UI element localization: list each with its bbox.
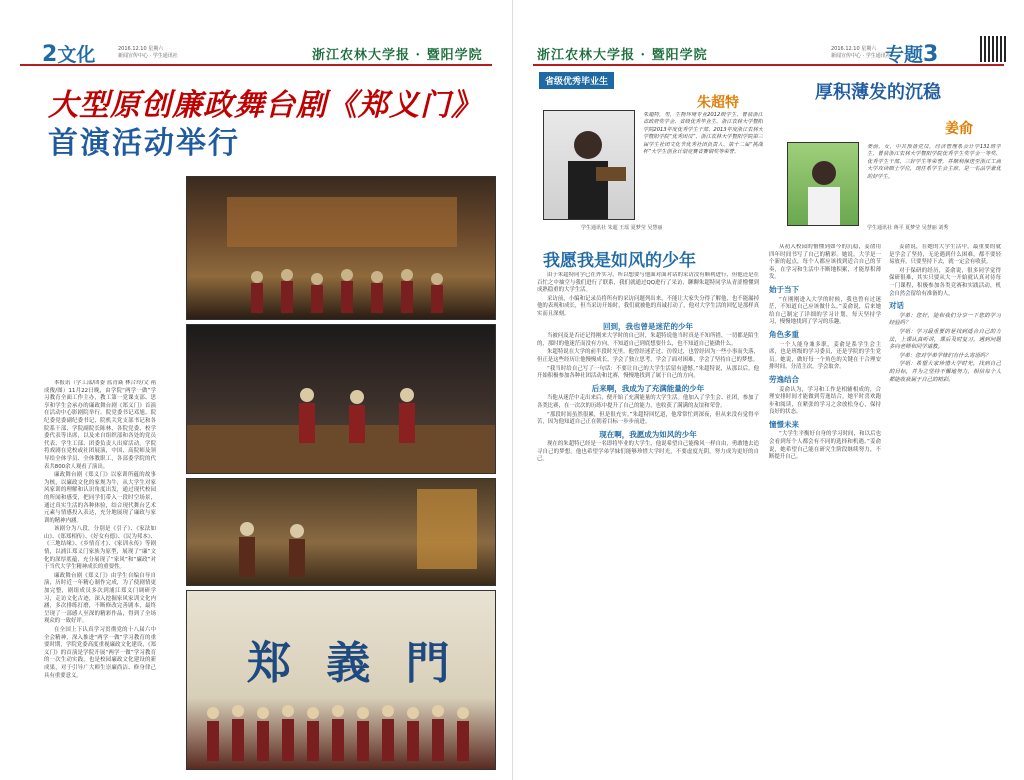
- subhead-7: 憧憬未来: [769, 419, 799, 429]
- right-page-number: 3: [923, 42, 939, 67]
- subhead-5: 角色多重: [769, 329, 799, 339]
- right-header: [513, 40, 1024, 66]
- right-meta: 2016.12.10 星期六 新闻宣传中心 · 学生通讯社: [831, 46, 891, 59]
- right-masthead: 浙江农林大学报 · 暨阳学院: [537, 48, 708, 63]
- stage-photo-1: [186, 176, 496, 320]
- right-section: 专题: [885, 44, 924, 66]
- left-page-number: 2: [42, 42, 58, 67]
- article-title-line2: 首演活动举行: [48, 126, 240, 161]
- person2-photo: [787, 142, 859, 226]
- left-masthead: 浙江农林大学报 · 暨阳学院: [312, 48, 483, 63]
- subhead-3: 现在啊，我愿成为如风的少年: [599, 429, 697, 439]
- subhead-8: 对话: [889, 301, 904, 311]
- subhead-1: 回到，我也曾是迷茫的少年: [603, 321, 693, 331]
- left-header: [0, 40, 512, 66]
- left-article-column: 本报讯（学工部/团委 蓝青焱 林合玲/文 褚成俊/图）11月22日晚，由学院“两学一做”学习教育全面工作主办，教工第一党课支部、思享和学生会承办的廉政舞台剧《郑义门》首演在活动中心影剧院举行。院党委书记邓旭、院纪委党委副纪委书记、院机关党支部书记和各院系干部、学院副院长陈林、各院党委、校学委代表等出席，以及来自组织部和各处的党员代表、学生工部、团委负责人出席活动。学院将戏剧在党校或社团展演，中国、高院师及领导给全体学员、全体教职工，各部委学院的代表共800余人观看了演出。 廉政舞台剧《郑义门》以家训所蕴的故事为核，以廉政文化的家规为牛，从大学生对家风家训的理解和认识角度出发，通过现代校园的所闻和感受，把同学们带入一段时空场景，通过真实生活的各种体验，结合现代舞台艺术元素与情感投入表达，充分地展现了廉政与家训的精神内涵。 该剧分为八段，分别是《引子》、《家法如山》、《郑郑相传》、《好女有德》、《民为邦本》、《三地结缘》、《乡情育才》、《家训永传》等剧情，以浦江郑义门家族为原型，展现了“廉”文化的深厚底蕴，充分展现了“家风”和“廉政”对于当代大学生精神成长的重要性。 廉政舞台剧《郑义门》由学生自编自导自演，历时近一年精心制作完成，为了使剧情更加完整，剧组成员多次到浦江郑义门调研学习，走访文化古迹，深入挖掘家风家训文化内涵，多次排练打磨，不断修改完善剧本，最终呈现了一部感人至深的精彩作品，得到了全场观众的一致好评。 在全国上下认真学习贯彻党的十八届六中全会精神，深入推进“两学一做”学习教育的重要时期，学院党委高度重视廉政文化建设，《郑义门》的首演是学院开展“两学一做”学习教育的一次生动实践，也是校园廉政文化建设的新成果，对于引导广大师生崇廉尚洁、修身律己具有重要意义。: [44, 380, 156, 679]
- person2-name: 姜俞: [945, 121, 973, 137]
- stage-photo-3: [186, 478, 496, 586]
- right-article-columns-left: 由于朱超特同学已在外实习，所以想要与他面对面对话的采访没有顺利进行，但他还是在百忙之中抽空与我们进行了联系，我们就通过QQ进行了采访，聊聊朱超特同学从青涩懵懂到成熟稳重的大学生活。 采访前，小编和记录员将所有的采访问题列出来，不能让大家失分得了解他，也不能漏掉他的表现和成长，但当采访开始时，我们就被他的真诚打动了，他对大学生活的回忆是那样真实而且深刻。 回到，我也曾是迷茫的少年 当被问及是否还记得刚来大学时的自己时，朱超特说他当时真是不知所措，一切都是陌生的，那时的他迷茫而没有方向，不知道自己到底想要什么，也不知道自己能做什么。 朱超特说在大学的前半段时光里，他曾经迷茫过、彷徨过，也曾经因为一些小事而失落，但正是这些经历让他慢慢成长，学会了独立思考，学会了面对困难，学会了坚持自己的梦想。 “我当时给自己写了一句话：不要让自己的大学生活留有遗憾。”朱超特说，从那以后，他开始积极参加各种社团活动和比赛，慢慢地找到了属于自己的方向。 后来啊，我成为了充满能量的少年 当他从迷茫中走出来后，便开始了充满能量的大学生活。他加入了学生会、社团，参加了各类比赛，在一次次的历练中提升了自己的能力，也收获了满满的友谊和荣誉。 “那段时间虽然很累，但是很充实。”朱超特回忆道，他常常忙到深夜，但从来没有觉得辛苦，因为他知道自己正在朝着目标一步步前进。 现在啊，我愿成为如风的少年 现在的朱超特已经是一名即将毕业的大学生，他说希望自己能像风一样自由，勇敢地去追寻自己的梦想。他也希望学弟学妹们能够珍惜大学时光，不要虚度光阴，努力成为更好的自己。: [537, 272, 759, 463]
- stage-photo-4: [186, 590, 496, 770]
- subhead-2: 后来啊，我成为了充满能量的少年: [591, 383, 705, 393]
- right-page: [512, 0, 1024, 780]
- person1-bio: 朱超特，男，生物环境专业2012级学生，曾获浙江省政府奖学金、省级优秀毕业生、浙江农林大学暨阳学院2013年度优秀学生干部、2013年度浙江农林大学暨阳学院“优秀团员”、浙江农林大学暨阳学院第三届学生社团文化节优秀社团负责人、第十二届“挑战杯”大学生创业计划竞赛省赛铜奖等荣誉。: [643, 112, 763, 156]
- subhead-4: 始于当下: [769, 284, 799, 294]
- article-title-line1: 大型原创廉政舞台剧《郑义门》: [48, 88, 482, 123]
- person1-caption: 学生通讯社 朱超 王瑶 夏梦莹 吴慧丽: [581, 225, 663, 231]
- headline-1: 我愿我是如风的少年: [543, 251, 696, 271]
- person1-name: 朱超特: [697, 95, 739, 111]
- left-meta: 2016.12.10 星期六 新闻宣传中心 · 学生通讯社: [118, 46, 178, 59]
- person2-title: 厚积薄发的沉稳: [815, 82, 941, 103]
- stage-photo-2: [186, 324, 496, 474]
- right-article-column-right: 姜俞说，在她的大学生活中，最重要的就是学会了坚持，无论遇到什么困难，都不要轻易放弃，只要坚持下去，就一定会有收获。 对于保研的经历，姜俞说，很多同学觉得保研很难，其实只要从大一开始就认真对待每一门课程，积极参加各类竞赛和实践活动，机会自然会留给有准备的人。 对话 学弟：您好，能和我们分享一下您的学习经验吗？ 学姐：学习最重要的是找到适合自己的方法，上课认真听讲，课后及时复习，遇到问题多向老师和同学请教。 学弟：您对学弟学妹们有什么寄语吗？ 学姐：希望大家珍惜大学时光，找到自己的目标，并为之坚持不懈地努力，相信每个人都能收获属于自己的精彩。: [889, 244, 1001, 383]
- person1-photo: [543, 110, 635, 220]
- stage-backdrop-text: 郑 義 門: [247, 638, 460, 689]
- person2-bio: 姜俞，女，中共预备党员，经济管理系会计学131班学生，曾获浙江农林大学暨阳学院优秀学生奖学金一等奖、优秀学生干部、三好学生等荣誉，并顺利保送至浙江工商大学攻读硕士学位，现任系学生会主席，是一名品学兼优的好学生。: [867, 144, 1001, 180]
- right-article-column-mid: 从初入校园的懵懂到如今的沉稳，姜俞用四年时间书写了自己的精彩。她说，大学是一个新的起点，每个人都应该找到适合自己的节奏，在学习和生活中不断地积累，才能厚积薄发。 始于当下 “在刚刚进入大学的时候，我也曾有过迷茫，不知道自己应该做什么。”姜俞说，后来她给自己制定了详细的学习计划，每天坚持学习，慢慢地找到了学习的乐趣。 角色多重 一个人能身兼多职，姜俞是系学生会主席，也是班级的学习委员，还是学院的学生党员。她说，做好每一个角色的关键在于合理安排时间，分清主次，学会取舍。 劳逸结合 姜俞认为，学习和工作是相辅相成的，合理安排时间才能做到劳逸结合。她平时喜欢跑步和阅读，在紧张的学习之余放松身心，保持良好的状态。 憧憬未来 “大学生平衡好自身的学习时间，和以后也会看到每个人都会有不同的选择和机遇。”姜俞说，她希望自己能在研究生阶段继续努力，不断提升自己。: [769, 244, 881, 461]
- subhead-6: 劳逸结合: [769, 374, 799, 384]
- person2-caption: 学生通讯社 蒋平 夏梦莹 吴慧丽 刘秀: [867, 225, 949, 231]
- award-tag: 省级优秀毕业生: [539, 72, 614, 89]
- qr-code-icon: [980, 36, 1006, 62]
- left-section: 文化: [57, 44, 96, 66]
